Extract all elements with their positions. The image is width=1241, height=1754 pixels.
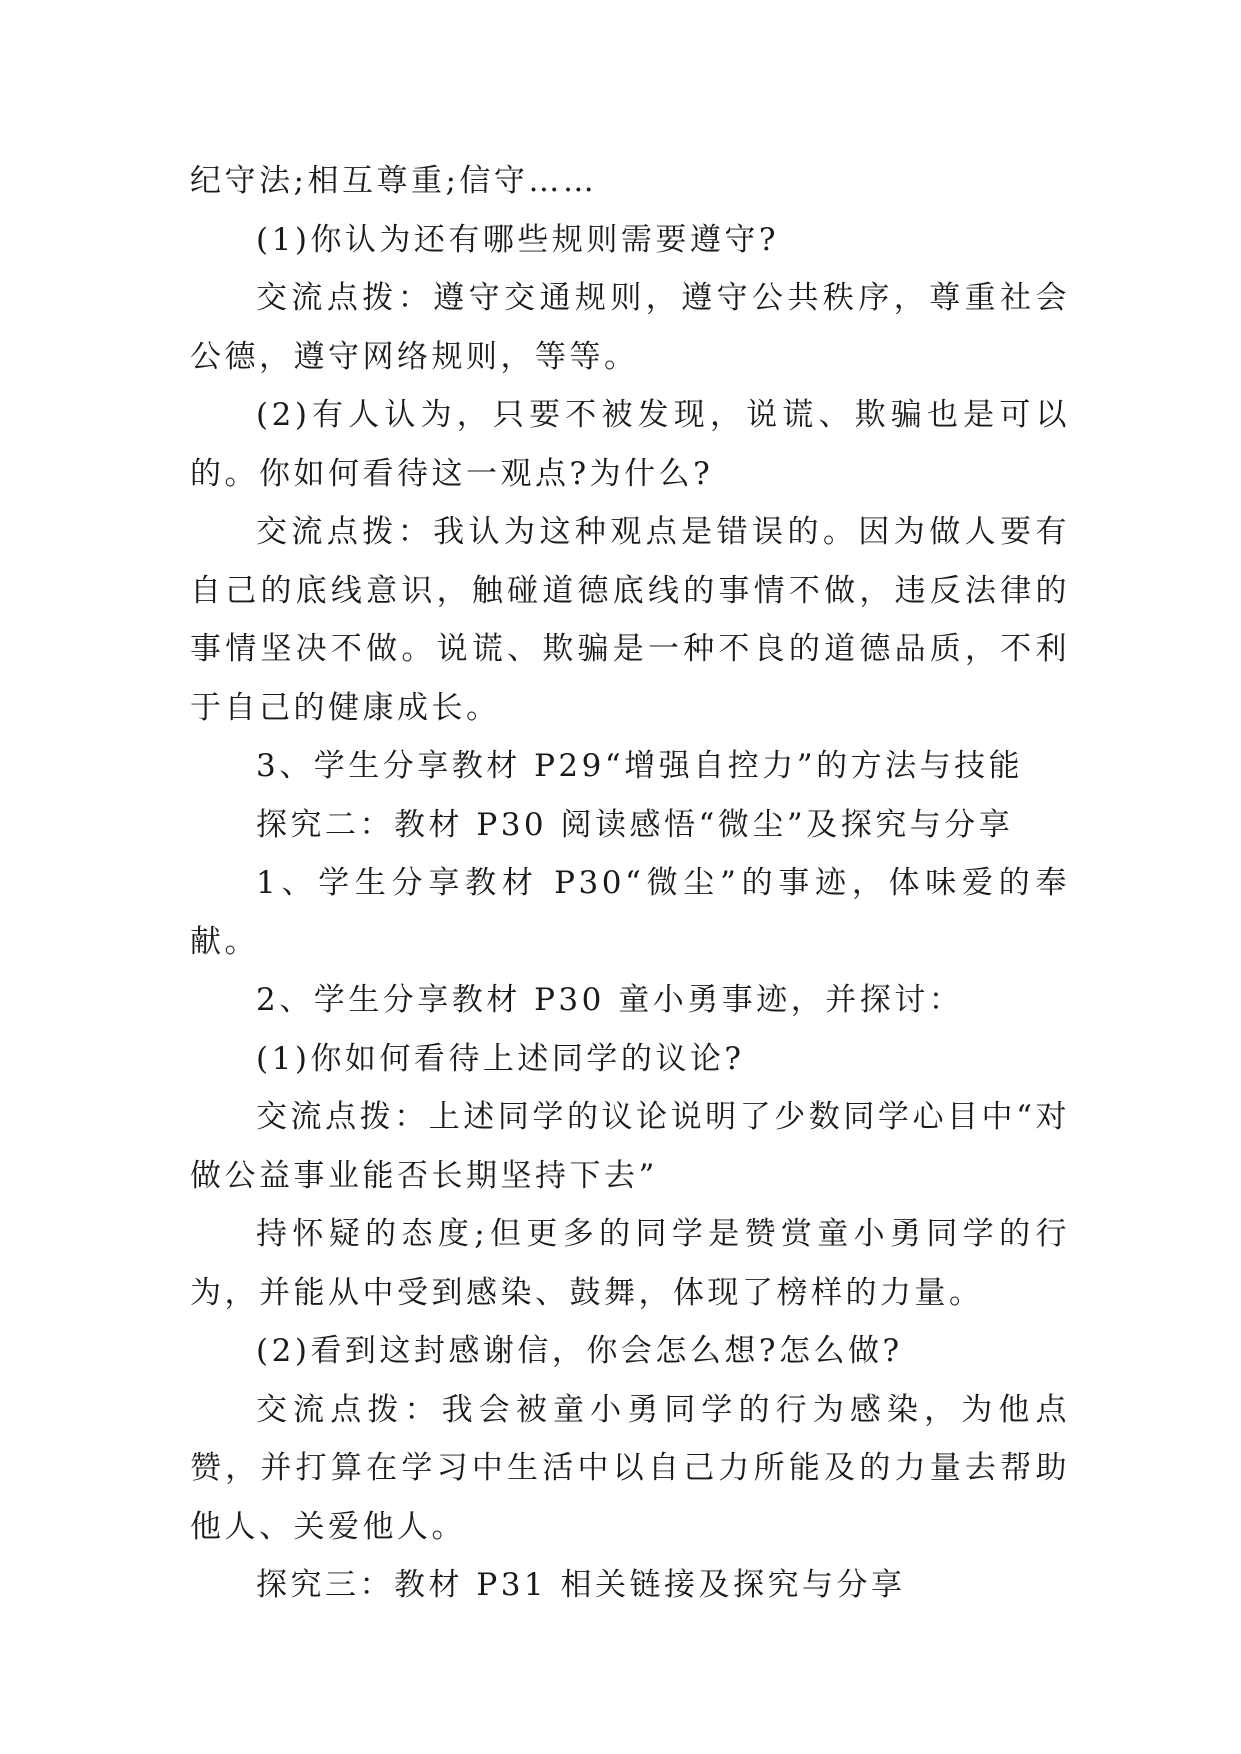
paragraph: 1、学生分享教材 P30“微尘”的事迹，体味爱的奉献。 bbox=[190, 865, 1070, 960]
paragraph: 2、学生分享教材 P30 童小勇事迹，并探讨： bbox=[256, 982, 964, 1018]
paragraph: (1)你如何看待上述同学的议论? bbox=[256, 1040, 745, 1077]
paragraph: 持怀疑的态度;但更多的同学是赞赏童小勇同学的行为，并能从中受到感染、鼓舞，体现了榜样的力量。 bbox=[190, 1216, 1070, 1311]
paragraph: 交流点拨：遵守交通规则，遵守公共秩序，尊重社会公德，遵守网络规则，等等。 bbox=[190, 280, 1070, 375]
paragraph: (2)看到这封感谢信，你会怎么想?怎么做? bbox=[256, 1333, 903, 1369]
paragraph: (1)你认为还有哪些规则需要遵守? bbox=[256, 221, 780, 258]
paragraph: 交流点拨：我认为这种观点是错误的。因为做人要有自己的底线意识，触碰道德底线的事情不做，违反法律的事情坚决不做。说谎、欺骗是一种不良的道德品质，不利于自己的健康成长。 bbox=[190, 514, 1070, 726]
paragraph: 纪守法;相互尊重;信守…… bbox=[190, 163, 598, 199]
paragraph: 3、学生分享教材 P29“增强自控力”的方法与技能 bbox=[256, 748, 1024, 784]
paragraph: 探究二：教材 P30 阅读感悟“微尘”及探究与分享 bbox=[256, 806, 1014, 843]
paragraph: 探究三：教材 P31 相关链接及探究与分享 bbox=[256, 1567, 906, 1603]
paragraph: (2)有人认为，只要不被发现，说谎、欺骗也是可以的。你如何看待这一观点?为什么? bbox=[190, 397, 1070, 492]
paragraph: 交流点拨：上述同学的议论说明了少数同学心目中“对做公益事业能否长期坚持下去” bbox=[190, 1099, 1070, 1194]
document-body bbox=[190, 152, 1070, 1615]
paragraph: 交流点拨：我会被童小勇同学的行为感染，为他点赞，并打算在学习中生活中以自己力所能及的力量去帮助他人、关爱他人。 bbox=[190, 1391, 1070, 1545]
